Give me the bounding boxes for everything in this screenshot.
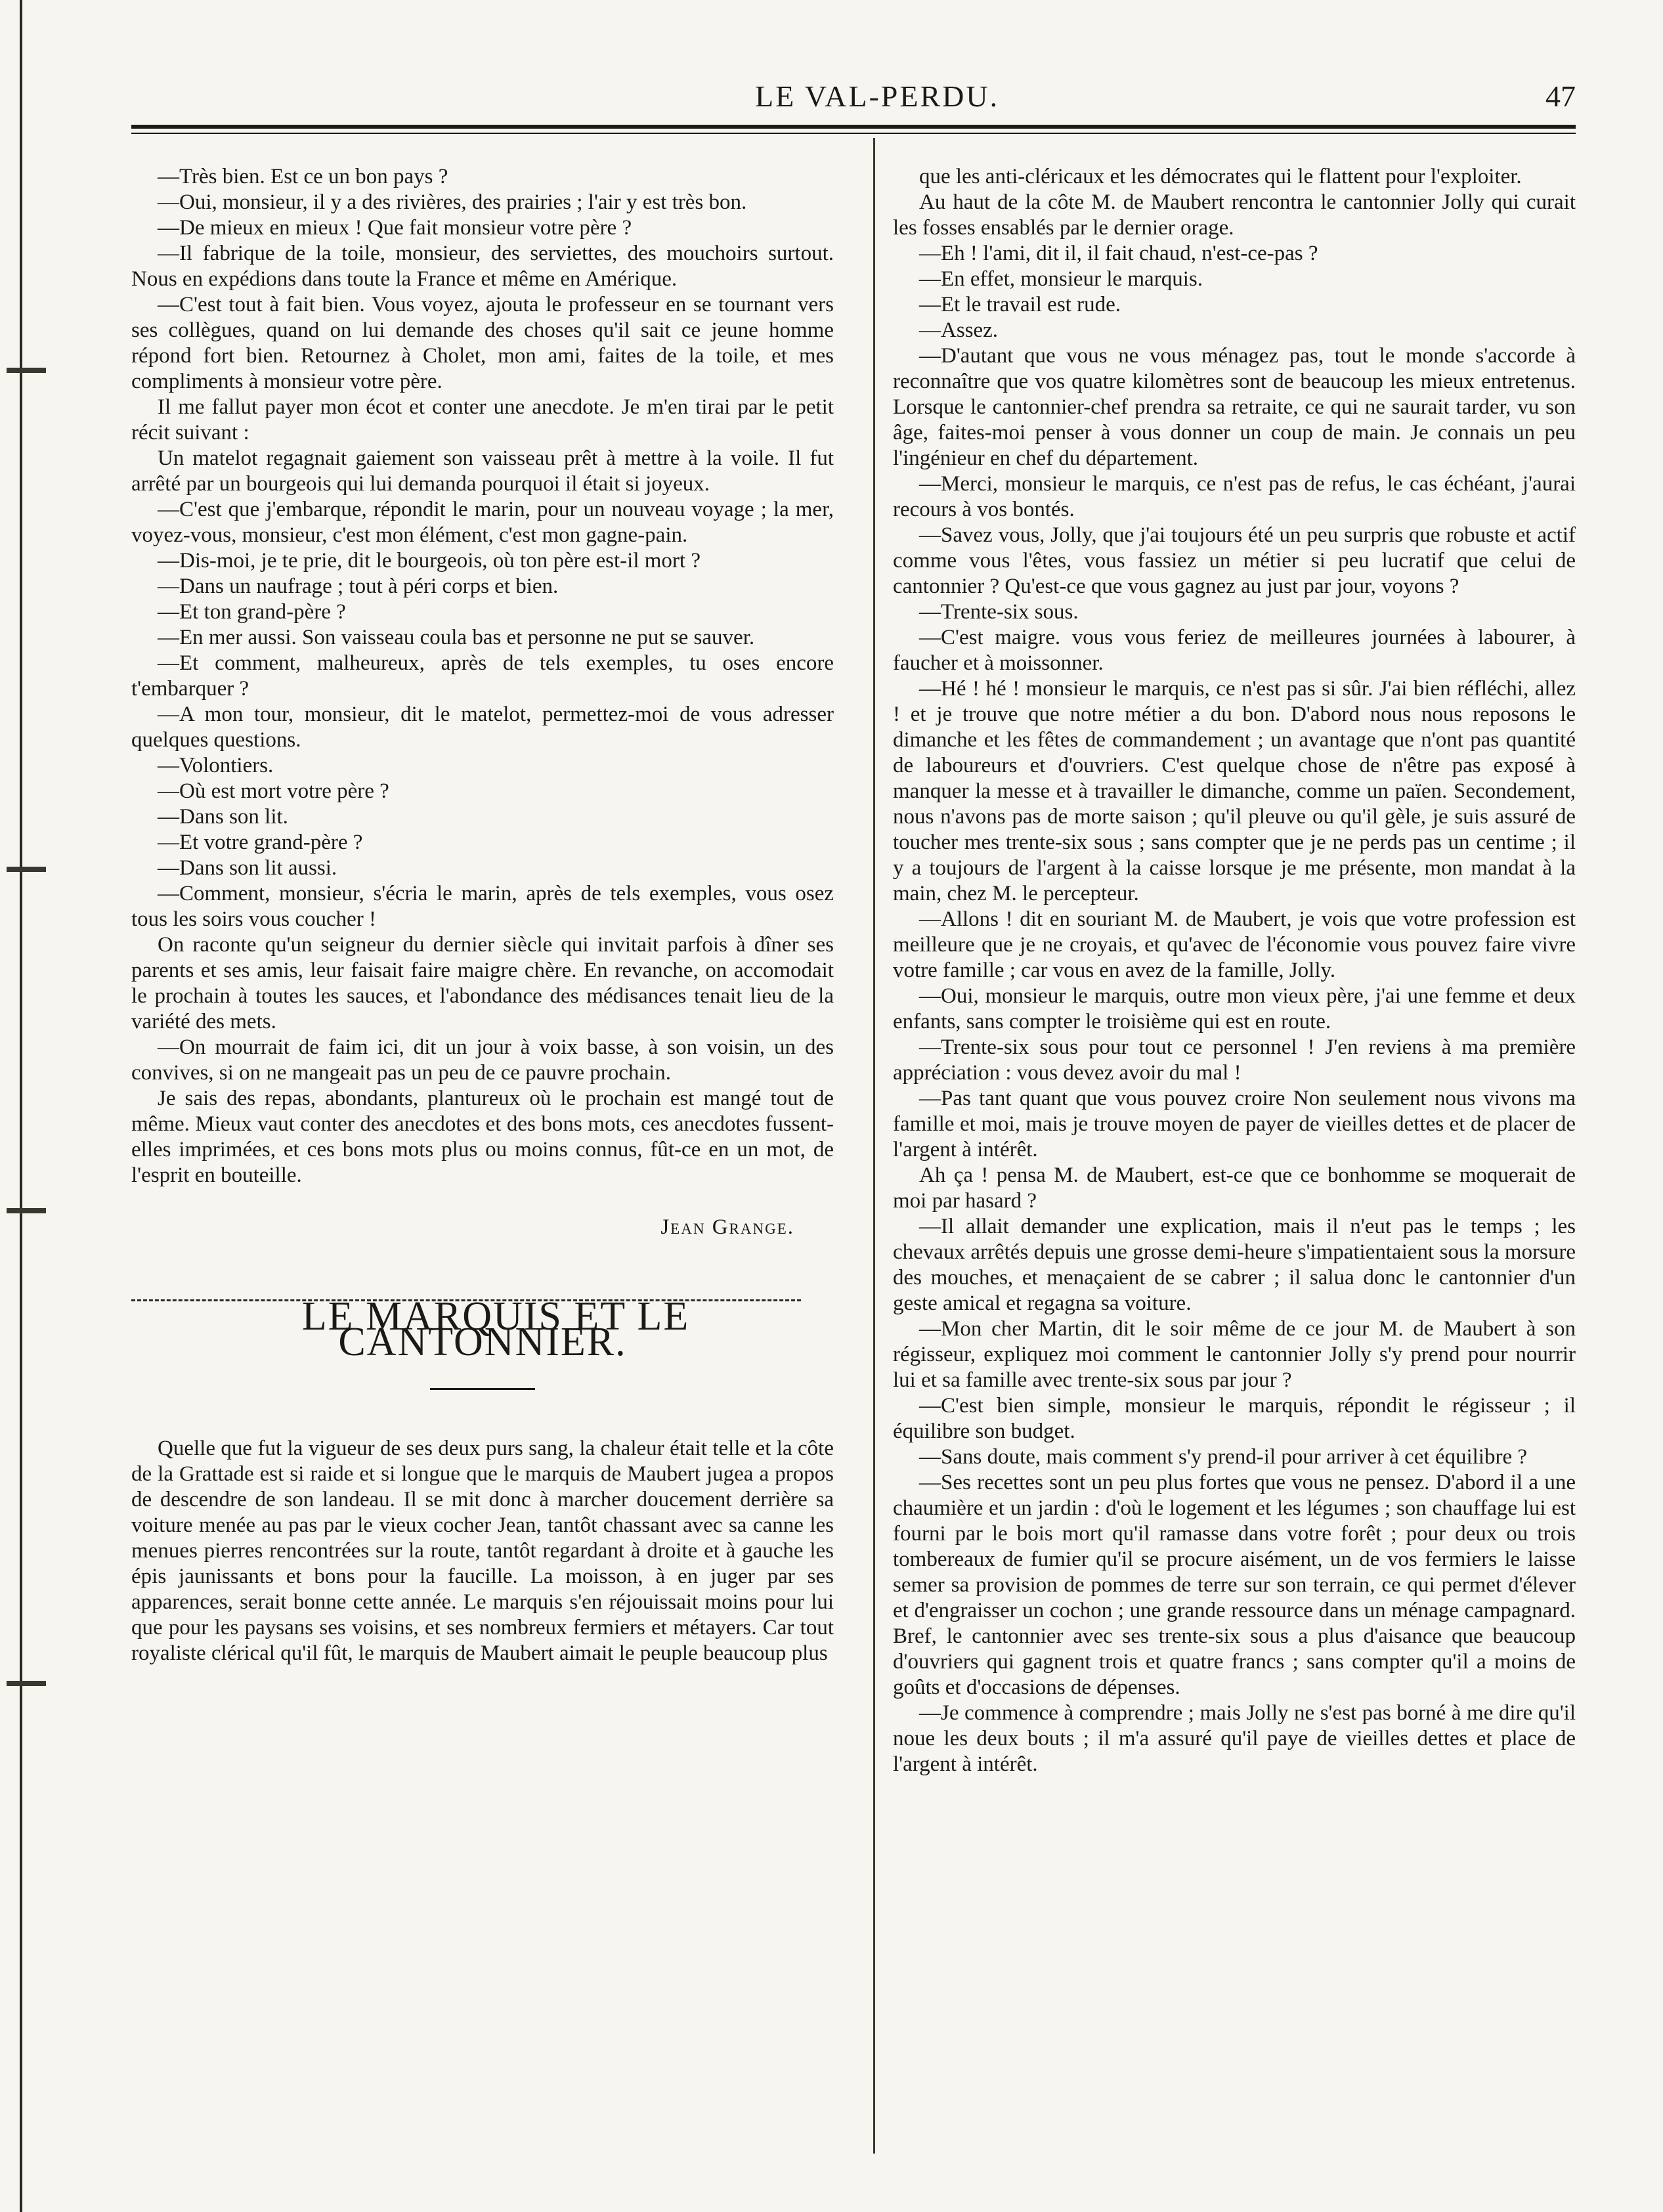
paragraph: —Hé ! hé ! monsieur le marquis, ce n'est pas si sûr. J'ai bien réfléchi, allez ! et je trouve que notre métier a du bon. D'abord nous nous reposons le dimanche et les fêtes de commandement ; un avantage que n'ont pas quantité de laboureurs et d'ouvriers. C'est quelque chose de n'être pas exposé à manquer la messe et à travailler le dimanche, comme un païen. Secondement, nous n'avons pas de morte saison ; qu'il pleuve ou qu'il gèle, je suis assuré de toucher mes trente-six sous ; sans compter que je ne perds pas un centime ; il y a toujours de l'argent à la caisse lorsque je me présente, mon mandat à la main, chez M. le percepteur.	[893, 677, 1576, 905]
article-title: LE MARQUIS ET LE CANTONNIER.	[301, 1294, 690, 1364]
paragraph: On raconte qu'un seigneur du dernier siècle qui invitait parfois à dîner ses parents et ses amis, leur faisait faire maigre chère. En revanche, on accomodait le prochain à toutes les sauces, et l'abondance des médisances tenait lieu de la variété des mets.	[131, 933, 834, 1033]
paragraph: —C'est que j'embarque, répondit le marin, pour un nouveau voyage ; la mer, voyez-vous, monsieur, c'est mon élément, c'est mon gagne-pain.	[131, 498, 834, 547]
paragraph: —De mieux en mieux ! Que fait monsieur votre père ?	[158, 216, 632, 240]
paragraph: —Il fabrique de la toile, monsieur, des serviettes, des mouchoirs surtout. Nous en expédions dans toute la France et même en Amérique.	[131, 242, 834, 291]
paragraph: —Très bien. Est ce un bon pays ?	[158, 165, 448, 188]
paragraph: —Merci, monsieur le marquis, ce n'est pas de refus, le cas échéant, j'aurai recours à vos bontés.	[893, 472, 1576, 521]
right-column	[893, 164, 1576, 1777]
column-divider	[873, 138, 875, 2154]
paragraph: Il me fallut payer mon écot et conter une anecdote. Je m'en tirai par le petit récit suivant :	[131, 395, 834, 445]
paragraph: Ah ça ! pensa M. de Maubert, est-ce que ce bonhomme se moquerait de moi par hasard ?	[893, 1163, 1576, 1213]
paragraph: Je sais des repas, abondants, plantureux où le prochain est mangé tout de même. Mieux vaut conter des anecdotes et des bons mots, ces anecdotes fussent-elles imprimées, et ces bons mots plus ou moins connus, fût-ce en un mot, de l'esprit en bouteille.	[131, 1087, 834, 1187]
paragraph: —Allons ! dit en souriant M. de Maubert, je vois que votre profession est meilleure que je ne croyais, et qu'avec de l'économie vous pouvez faire vivre votre famille ; car vous en avez de la famille, Jolly.	[893, 907, 1576, 982]
paragraph: —C'est maigre. vous vous feriez de meilleures journées à labourer, à faucher et à moissonner.	[893, 626, 1576, 675]
paragraph: —Oui, monsieur, il y a des rivières, des prairies ; l'air y est très bon.	[158, 190, 747, 214]
page-header	[131, 79, 1576, 125]
paragraph: —Et le travail est rude.	[919, 293, 1121, 316]
paragraph: —Assez.	[919, 318, 999, 342]
right-column-text	[893, 164, 1576, 1777]
paragraph: —Sans doute, mais comment s'y prend-il pour arriver à cet équilibre ?	[919, 1445, 1527, 1469]
paragraph: —Ses recettes sont un peu plus fortes que vous ne pensez. D'abord il a une chaumière et un jardin : d'où le logement et les légumes ; son chauffage lui est fourni par le bois mort qu'il ramasse dans votre forêt ; pour deux ou trois tombereaux de fumier qu'il se procure aisément, un de vos fermiers le laisse semer sa provision de pommes de terre sur son terrain, ce qui permet d'élever et d'engraisser un cochon ; une grande ressource dans un ménage campagnard. Bref, le cantonnier avec ses trente-six sous a plus d'aisance que beaucoup d'ouvriers qui gagnent trois et quatre francs ; sans compter qu'il a moins de goûts et d'occasions de dépenses.	[893, 1471, 1576, 1699]
binding-edge	[20, 0, 22, 2212]
paragraph: —Eh ! l'ami, dit il, il fait chaud, n'est-ce-pas ?	[919, 242, 1318, 265]
paragraph: Un matelot regagnait gaiement son vaisseau prêt à mettre à la voile. Il fut arrêté par un bourgeois qui lui demanda pourquoi il était si joyeux.	[131, 446, 834, 496]
paragraph: —Et ton grand-père ?	[158, 600, 346, 624]
left-column	[131, 164, 834, 1666]
paragraph: —Et comment, malheureux, après de tels exemples, tu oses encore t'embarquer ?	[131, 651, 834, 701]
paragraph: —Trente-six sous pour tout ce personnel ! J'en reviens à ma première appréciation : vous devez avoir du mal !	[893, 1035, 1576, 1085]
margin-mark	[7, 867, 46, 872]
running-title: LE VAL-PERDU.	[755, 79, 1000, 113]
paragraph: —Mon cher Martin, dit le soir même de ce jour M. de Maubert à son régisseur, expliquez moi comment le cantonnier Jolly s'y prend pour nourrir lui et sa famille avec trente-six sous par jour ?	[893, 1317, 1576, 1392]
paragraph: —A mon tour, monsieur, dit le matelot, permettez-moi de vous adresser quelques questions.	[131, 703, 834, 752]
left-column-text	[131, 164, 834, 1188]
paragraph: —Pas tant quant que vous pouvez croire Non seulement nous vivons ma famille et moi, mais je trouve moyen de payer de vieilles dettes et de placer de l'argent à intérêt.	[893, 1087, 1576, 1161]
paragraph: —D'autant que vous ne vous ménagez pas, tout le monde s'accorde à reconnaître que vos quatre kilomètres sont de beaucoup les mieux entretenus. Lorsque le cantonnier-chef prendra sa retraite, ce qui ne saurait tarder, vu son âge, faites-moi penser à vous donner un coup de main. Je connais un peu l'ingénieur en chef du département.	[893, 344, 1576, 470]
paragraph: —Dans son lit aussi.	[158, 856, 337, 880]
header-rule	[131, 125, 1576, 129]
paragraph: —Il allait demander une explication, mais il n'eut pas le temps ; les chevaux arrêtés depuis une grosse demi-heure s'impatientaient sous la morsure des mouches, et menaçaient de se cabrer ; il salua donc le cantonnier d'un geste amical et regagna sa voiture.	[893, 1215, 1576, 1315]
paragraph: —En mer aussi. Son vaisseau coula bas et personne ne put se sauver.	[158, 626, 755, 649]
paragraph: —C'est tout à fait bien. Vous voyez, ajouta le professeur en se tournant vers ses collègues, quand on lui demande des choses qu'il sait ce jeune homme répond fort bien. Retournez à Cholet, mon ami, faites de la toile, et mes compliments à monsieur votre père.	[131, 293, 834, 393]
margin-mark	[7, 1681, 46, 1686]
margin-mark	[7, 368, 46, 373]
paragraph: —Trente-six sous.	[919, 600, 1079, 624]
paragraph: Quelle que fut la vigueur de ses deux purs sang, la chaleur était telle et la côte de la Grattade est si raide et si longue que le marquis de Maubert jugea a propos de descendre de son landeau. Il se mit donc à marcher doucement derrière sa voiture menée au pas par le vieux cocher Jean, tantôt chassant avec sa canne les menues pierres rencontrées sur la route, tantôt regardant à droite et à gauche les épis jaunissants et bons pour la faucille. La moisson, à en juger par ses apparences, serait bonne cette année. Le marquis s'en réjouissait moins pour lui que pour les paysans ses voisins, et ses nombreux fermiers et métayers. Car tout royaliste clérical qu'il fût, le marquis de Maubert aimait le peuple beaucoup plus	[131, 1437, 834, 1665]
paragraph: —Volontiers.	[158, 754, 274, 777]
page-number: 47	[1545, 79, 1576, 113]
paragraph: —Savez vous, Jolly, que j'ai toujours été un peu surpris que robuste et actif comme vous l'êtes, vous fassiez un métier si peu lucratif que celui de cantonnier ? Qu'est-ce que vous gagnez au just par jour, voyons ?	[893, 523, 1576, 598]
paragraph: Au haut de la côte M. de Maubert rencontra le cantonnier Jolly qui curait les fosses ensablés par le dernier orage.	[893, 190, 1576, 240]
paragraph: —On mourrait de faim ici, dit un jour à voix basse, à son voisin, un des convives, si on ne mangeait pas un peu de ce pauvre prochain.	[131, 1035, 834, 1085]
title-rule	[430, 1388, 535, 1390]
paragraph: —Je commence à comprendre ; mais Jolly ne s'est pas borné à me dire qu'il noue les deux bouts ; il m'a assuré qu'il paye de vieilles dettes et place de l'argent à intérêt.	[893, 1701, 1576, 1776]
header-rule-thin	[131, 133, 1576, 134]
paragraph: —Dis-moi, je te prie, dit le bourgeois, où ton père est-il mort ?	[158, 549, 701, 573]
paragraph: —En effet, monsieur le marquis.	[919, 267, 1203, 291]
author-signature: Jean Grange.	[660, 1215, 794, 1239]
paragraph: que les anti-cléricaux et les démocrates qui le flattent pour l'exploiter.	[919, 165, 1522, 188]
paragraph: —Dans son lit.	[158, 805, 288, 829]
paragraph: —Où est mort votre père ?	[158, 779, 389, 803]
paragraph: —C'est bien simple, monsieur le marquis, répondit le régisseur ; il équilibre son budget.	[893, 1394, 1576, 1443]
paragraph: —Et votre grand-père ?	[158, 831, 363, 854]
margin-mark	[7, 1208, 46, 1213]
article-text	[131, 1436, 834, 1666]
paragraph: —Dans un naufrage ; tout à péri corps et bien.	[158, 575, 559, 598]
section-separator	[131, 1299, 801, 1304]
paragraph: —Oui, monsieur le marquis, outre mon vieux père, j'ai une femme et deux enfants, sans compter le troisième qui est en route.	[893, 984, 1576, 1033]
paragraph: —Comment, monsieur, s'écria le marin, après de tels exemples, vous osez tous les soirs vous coucher !	[131, 882, 834, 931]
